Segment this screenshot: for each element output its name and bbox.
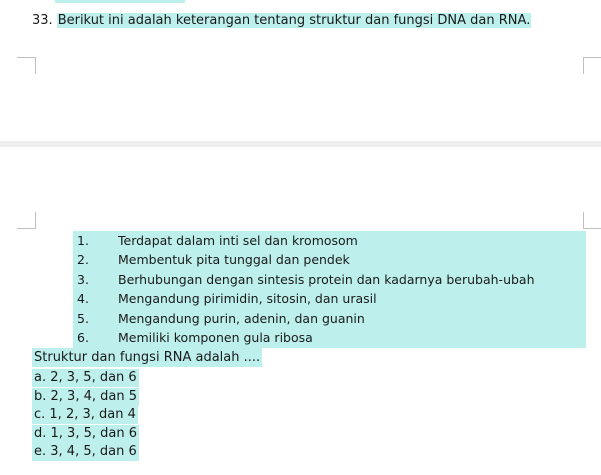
- question-prompt: Struktur dan fungsi RNA adalah ....: [34, 350, 261, 365]
- page-corner-mark: [17, 212, 36, 229]
- statement-number: 3.: [77, 272, 89, 287]
- statement-text: Membentuk pita tunggal dan pendek: [118, 252, 350, 267]
- question-text: Berikut ini adalah keterangan tentang struktur dan fungsi DNA dan RNA.: [57, 13, 531, 28]
- answer-option-c[interactable]: c. 1, 2, 3, dan 4: [34, 407, 136, 422]
- statement-text: Memiliki komponen gula ribosa: [118, 330, 313, 345]
- question-number: 33.: [32, 13, 53, 28]
- statement-number: 6.: [77, 330, 89, 345]
- statement-number: 4.: [77, 291, 89, 306]
- statement-list: [73, 231, 586, 348]
- answer-option-e[interactable]: e. 3, 4, 5, dan 6: [34, 444, 137, 459]
- answer-option-a[interactable]: a. 2, 3, 5, dan 6: [34, 370, 137, 385]
- answer-option-d[interactable]: d. 1, 3, 5, dan 6: [34, 426, 137, 441]
- page-separator: [0, 141, 601, 147]
- statement-text: Mengandung pirimidin, sitosin, dan urasil: [118, 291, 377, 306]
- question: [32, 12, 531, 30]
- highlight-strip: [55, 0, 185, 3]
- statement-number: 1.: [77, 233, 89, 248]
- statement-text: Berhubungan dengan sintesis protein dan kadarnya berubah-ubah: [118, 272, 535, 287]
- answer-option-b[interactable]: b. 2, 3, 4, dan 5: [34, 389, 137, 404]
- page-corner-mark: [17, 57, 36, 74]
- page-corner-mark: [583, 212, 601, 229]
- page-corner-mark: [583, 57, 601, 74]
- statement-number: 2.: [77, 252, 89, 267]
- statement-text: Mengandung purin, adenin, dan guanin: [118, 311, 365, 326]
- statement-number: 5.: [77, 311, 89, 326]
- statement-text: Terdapat dalam inti sel dan kromosom: [118, 233, 358, 248]
